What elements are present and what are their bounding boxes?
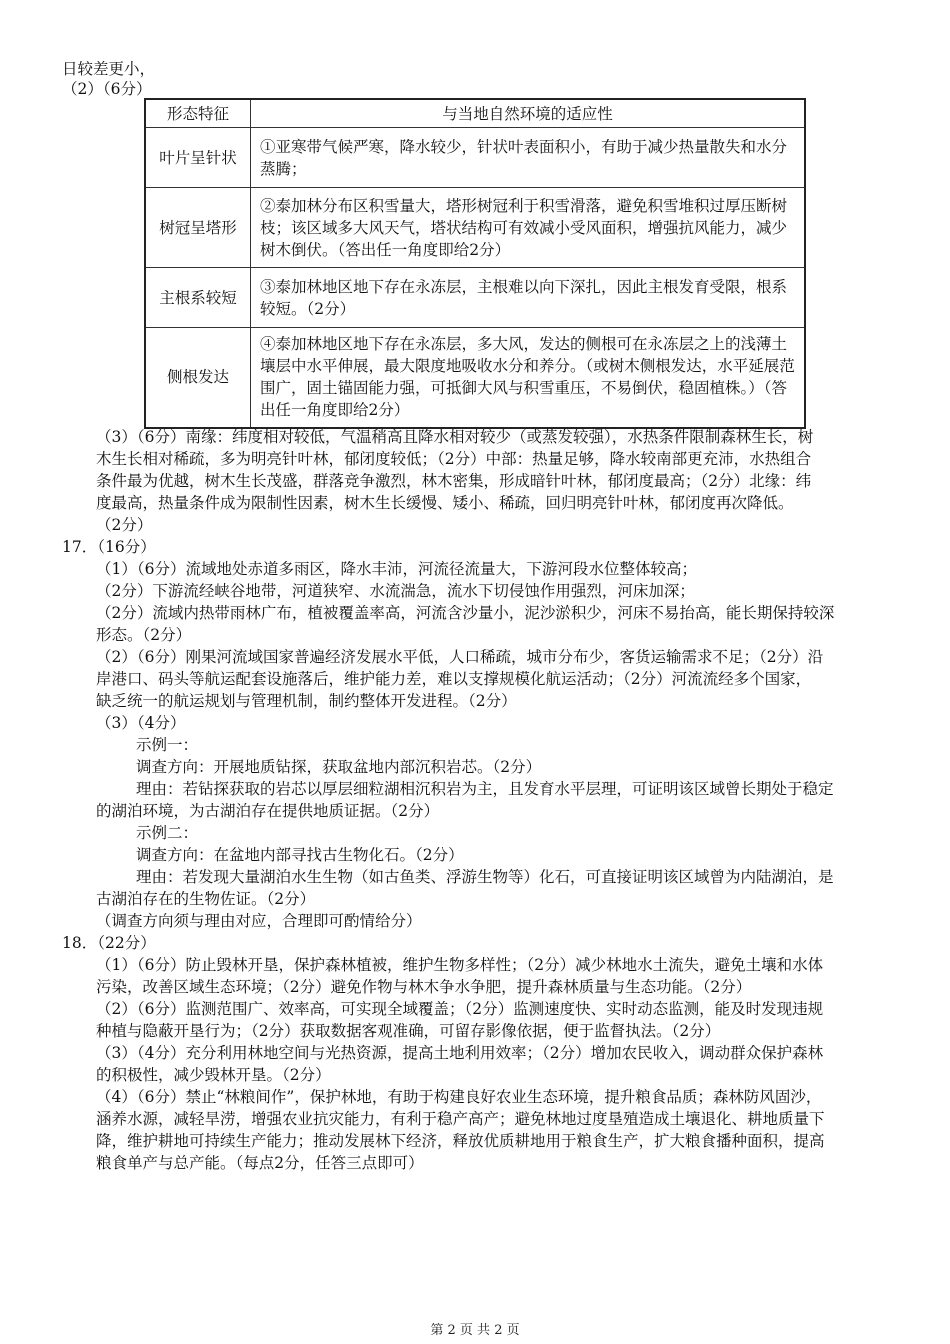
q18-line: 涵养水源，减轻旱涝，增强农业抗灾能力，有利于稳产高产；避免林地过度垦殖造成土壤退化、耕地质量下 — [96, 1110, 825, 1128]
q17-line: （3）（4分） — [96, 714, 186, 732]
q17-line: 理由：若钻探获取的岩芯以厚层细粒湖相沉积岩为主，且发育水平层理，可证明该区域曾长期处于稳定 — [136, 780, 834, 798]
q17-line: 调查方向：开展地质钻探，获取盆地内部沉积岩芯。（2分） — [136, 758, 542, 776]
col-feature-header: 形态特征 — [145, 99, 251, 128]
q18-line: 粮食单产与总产能。（每点2分，任答三点即可） — [96, 1154, 424, 1172]
q17-line: （2分）下游流经峡谷地带，河道狭窄、水流湍急，流水下切侵蚀作用强烈，河床加深； — [96, 582, 695, 600]
q17-line: 理由：若发现大量湖泊水生生物（如古鱼类、浮游生物等）化石，可直接证明该区域曾为内陆湖泊，是 — [136, 868, 834, 886]
q3-line: （3）（6分）南缘：纬度相对较低，气温稍高且降水相对较少（或蒸发较强），水热条件限制森林生长，树 — [96, 428, 814, 446]
q17-line: 形态。（2分） — [96, 626, 192, 644]
q3-line: 条件最为优越，树木生长茂盛，群落竞争激烈，林木密集，形成暗针叶林，郁闭度最高；（2分）北缘：纬 — [96, 472, 812, 490]
q17-line: 古湖泊存在的生物佐证。（2分） — [96, 890, 316, 908]
desc-cell: ②泰加林分布区积雪量大，塔形树冠利于积雪滑落，避免积雪堆积过厚压断树枝；该区域多大风天气，塔状结构可有效减小受风面积，增强抗风能力，减少树木倒伏。（答出任一角度即给2分） — [251, 188, 806, 268]
q17-line: （2分）流域内热带雨林广布，植被覆盖率高，河流含沙量小，泥沙淤积少，河床不易抬高，能长期保持较深 — [96, 604, 835, 622]
q17-line: （2）（6分）刚果河流域国家普遍经济发展水平低，人口稀疏，城市分布少，客货运输需求不足；（2分）沿 — [96, 648, 824, 666]
trait-cell: 树冠呈塔形 — [145, 188, 251, 268]
q18-line: （2）（6分）监测范围广、效率高，可实现全域覆盖；（2分）监测速度快、实时动态监测，能及时发现违规 — [96, 1000, 824, 1018]
adaptation-table — [144, 98, 806, 429]
q17-header: 17．（16分） — [62, 538, 156, 556]
page-footer: 第 2 页 共 2 页 — [430, 1323, 520, 1338]
col-adapt-header: 与当地自然环境的适应性 — [251, 99, 806, 128]
trait-cell: 侧根发达 — [145, 328, 251, 428]
q2-header: （2）（6分） — [62, 80, 152, 98]
intro-line: 日较差更小， — [62, 60, 156, 78]
desc-cell: ④泰加林地区地下存在永冻层，多大风，发达的侧根可在永冻层之上的浅薄土壤层中水平伸展，最大限度地吸收水分和养分。（或树木侧根发达，水平延展范围广，固土锚固能力强，可抵御大风与积雪重压，不易倒伏，稳固植株。）（答出任一角度即给2分） — [251, 328, 806, 428]
table-row — [145, 268, 805, 328]
q18-line: 污染，改善区域生态环境；（2分）避免作物与林木争水争肥，提升森林质量与生态功能。（2分） — [96, 978, 752, 996]
trait-cell: 叶片呈针状 — [145, 128, 251, 188]
table-header-row — [145, 99, 805, 128]
q3-line: 度最高，热量条件成为限制性因素，树木生长缓慢、矮小、稀疏，回归明亮针叶林，郁闭度再次降低。 — [96, 494, 794, 512]
q17-line: 的湖泊环境，为古湖泊存在提供地质证据。（2分） — [96, 802, 440, 820]
q18-line: 的积极性，减少毁林开垦。（2分） — [96, 1066, 331, 1084]
q3-line: （2分） — [96, 516, 153, 534]
table-row — [145, 188, 805, 268]
q18-line: （4）（6分）禁止“林粮间作”，保护林地，有助于构建良好农业生态环境，提升粮食品质；森林防风固沙， — [96, 1088, 822, 1106]
q17-line: 岸港口、码头等航运配套设施落后，维护能力差，难以支撑规模化航运活动；（2分）河流流经多个国家， — [96, 670, 812, 688]
q18-line: 降，维护耕地可持续生产能力；推动发展林下经济，释放优质耕地用于粮食生产，扩大粮食播种面积，提高 — [96, 1132, 825, 1150]
q3-line: 木生长相对稀疏，多为明亮针叶林，郁闭度较低；（2分）中部：热量足够，降水较南部更充沛，水热组合 — [96, 450, 812, 468]
q17-line: （调查方向须与理由对应，合理即可酌情给分） — [96, 912, 422, 930]
q18-line: （1）（6分）防止毁林开垦，保护森林植被，维护生物多样性；（2分）减少林地水土流失，避免土壤和水体 — [96, 956, 824, 974]
q18-header: 18．（22分） — [62, 934, 156, 952]
q17-line: 示例一： — [136, 736, 199, 754]
table-row — [145, 328, 805, 428]
q17-line: 示例二： — [136, 824, 199, 842]
q17-line: 缺乏统一的航运规划与管理机制，制约整体开发进程。（2分） — [96, 692, 517, 710]
q17-line: 调查方向：在盆地内部寻找古生物化石。（2分） — [136, 846, 464, 864]
q17-line: （1）（6分）流域地处赤道多雨区，降水丰沛，河流径流量大，下游河段水位整体较高； — [96, 560, 697, 578]
desc-cell: ③泰加林地区地下存在永冻层，主根难以向下深扎，因此主根发育受限，根系较短。（2分） — [251, 268, 806, 328]
trait-cell: 主根系较短 — [145, 268, 251, 328]
desc-cell: ①亚寒带气候严寒，降水较少，针状叶表面积小，有助于减少热量散失和水分蒸腾； — [251, 128, 806, 188]
q18-line: 种植与隐蔽开垦行为；（2分）获取数据客观准确，可留存影像依据，便于监督执法。（2分） — [96, 1022, 721, 1040]
q18-line: （3）（4分）充分利用林地空间与光热资源，提高土地利用效率；（2分）增加农民收入，调动群众保护森林 — [96, 1044, 824, 1062]
table-row — [145, 128, 805, 188]
